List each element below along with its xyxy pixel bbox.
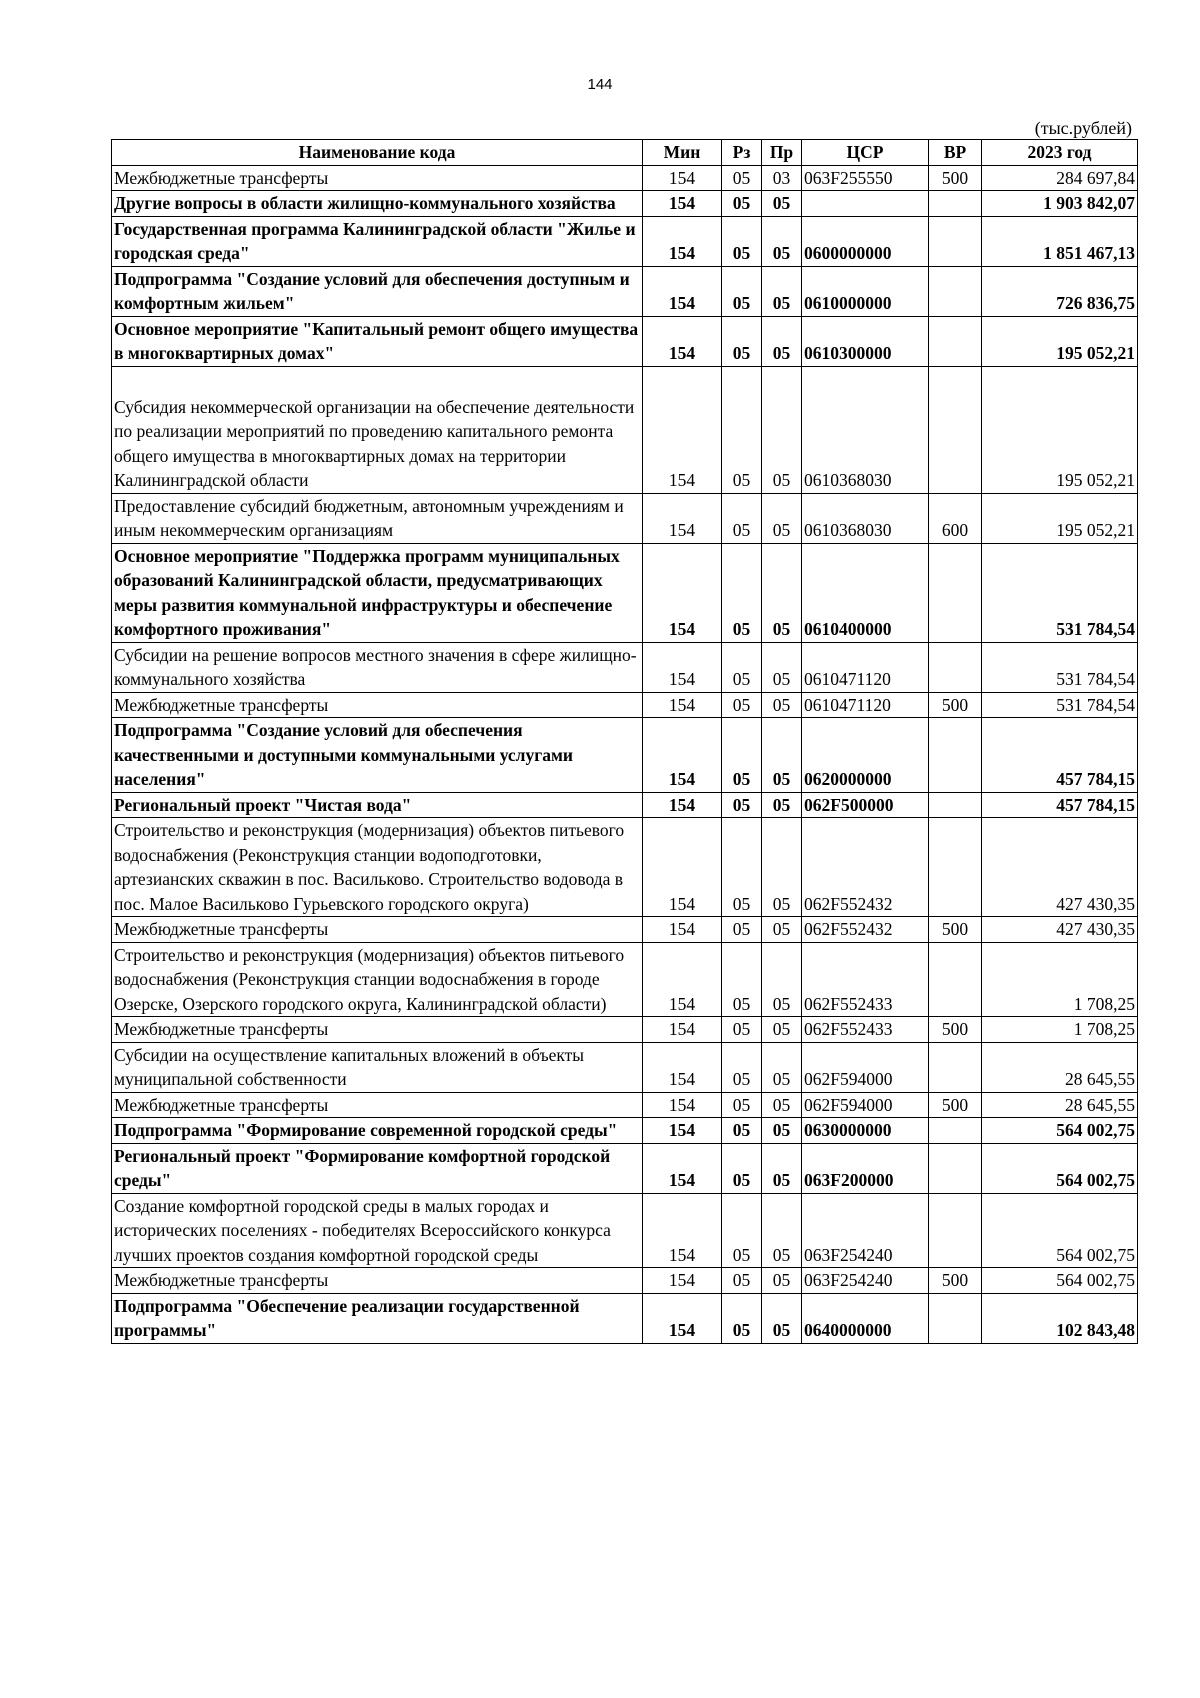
cell-min: 154 xyxy=(643,1193,722,1268)
cell-name: Строительство и реконструкция (модернизация) объектов питьевого водоснабжения (Реконструкция станции водоснабжения в городе Озерске, Озерского городского округа, Калининградской области) xyxy=(112,942,643,1017)
cell-rz: 05 xyxy=(722,266,762,316)
table-row xyxy=(112,191,1138,217)
table-row xyxy=(112,942,1138,1017)
cell-vr: 500 xyxy=(929,1268,982,1294)
cell-csr: 062F500000 xyxy=(802,792,929,818)
cell-rz: 05 xyxy=(722,792,762,818)
cell-sum: 284 697,84 xyxy=(982,165,1138,191)
cell-name: Подпрограмма "Создание условий для обеспечения качественными и доступными коммунальными услугами населения" xyxy=(112,718,643,793)
cell-csr: 062F552433 xyxy=(802,1017,929,1043)
cell-sum: 1 851 467,13 xyxy=(982,216,1138,266)
cell-pr: 05 xyxy=(762,266,802,316)
table-row xyxy=(112,1017,1138,1043)
cell-name: Основное мероприятие "Капитальный ремонт общего имущества в многоквартирных домах" xyxy=(112,316,643,366)
cell-name: Подпрограмма "Обеспечение реализации государственной программы" xyxy=(112,1293,643,1343)
cell-name: Региональный проект "Формирование комфортной городской среды" xyxy=(112,1143,643,1193)
cell-csr: 0610471120 xyxy=(802,642,929,692)
cell-rz: 05 xyxy=(722,1092,762,1118)
cell-min: 154 xyxy=(643,1017,722,1043)
table-row xyxy=(112,1118,1138,1144)
cell-rz: 05 xyxy=(722,692,762,718)
cell-rz: 05 xyxy=(722,1017,762,1043)
cell-name: Основное мероприятие "Поддержка программ муниципальных образований Калининградской области, предусматривающих меры развития коммунальной инфраструктуры и обеспечение комфортного проживания" xyxy=(112,543,643,642)
cell-min: 154 xyxy=(643,718,722,793)
cell-vr xyxy=(929,1293,982,1343)
table-row xyxy=(112,718,1138,793)
cell-rz: 05 xyxy=(722,1268,762,1294)
cell-vr xyxy=(929,818,982,917)
cell-rz: 05 xyxy=(722,1143,762,1193)
table-row xyxy=(112,1293,1138,1343)
cell-csr: 062F594000 xyxy=(802,1042,929,1092)
cell-sum: 28 645,55 xyxy=(982,1042,1138,1092)
cell-pr: 05 xyxy=(762,1193,802,1268)
cell-name: Предоставление субсидий бюджетным, автономным учреждениям и иным некоммерческим организациям xyxy=(112,493,643,543)
cell-rz: 05 xyxy=(722,642,762,692)
cell-pr: 05 xyxy=(762,692,802,718)
cell-min: 154 xyxy=(643,1092,722,1118)
cell-csr xyxy=(802,191,929,217)
cell-csr: 062F552432 xyxy=(802,818,929,917)
cell-sum: 1 708,25 xyxy=(982,942,1138,1017)
cell-pr: 05 xyxy=(762,718,802,793)
cell-rz: 05 xyxy=(722,1193,762,1268)
cell-min: 154 xyxy=(643,1118,722,1144)
cell-min: 154 xyxy=(643,1293,722,1343)
cell-vr xyxy=(929,1143,982,1193)
cell-name: Межбюджетные трансферты xyxy=(112,165,643,191)
cell-vr xyxy=(929,316,982,366)
cell-pr: 05 xyxy=(762,1118,802,1144)
table-body xyxy=(112,165,1138,1343)
cell-csr: 062F552432 xyxy=(802,917,929,943)
cell-csr: 062F594000 xyxy=(802,1092,929,1118)
table-row xyxy=(112,642,1138,692)
cell-sum: 427 430,35 xyxy=(982,917,1138,943)
cell-rz: 05 xyxy=(722,942,762,1017)
cell-sum: 427 430,35 xyxy=(982,818,1138,917)
cell-sum: 195 052,21 xyxy=(982,493,1138,543)
cell-vr xyxy=(929,191,982,217)
page-number: 144 xyxy=(587,76,613,93)
cell-sum: 457 784,15 xyxy=(982,792,1138,818)
table-row xyxy=(112,792,1138,818)
cell-pr: 05 xyxy=(762,543,802,642)
cell-min: 154 xyxy=(643,942,722,1017)
cell-csr: 063F254240 xyxy=(802,1268,929,1294)
cell-min: 154 xyxy=(643,818,722,917)
cell-name: Подпрограмма "Создание условий для обеспечения доступным и комфортным жильем" xyxy=(112,266,643,316)
cell-csr: 0610471120 xyxy=(802,692,929,718)
cell-sum: 531 784,54 xyxy=(982,692,1138,718)
cell-min: 154 xyxy=(643,366,722,493)
table-row xyxy=(112,917,1138,943)
cell-vr xyxy=(929,543,982,642)
cell-csr: 0600000000 xyxy=(802,216,929,266)
table-row xyxy=(112,818,1138,917)
cell-vr xyxy=(929,1042,982,1092)
cell-vr: 500 xyxy=(929,165,982,191)
table-row xyxy=(112,1092,1138,1118)
cell-csr: 0610300000 xyxy=(802,316,929,366)
cell-pr: 05 xyxy=(762,1293,802,1343)
cell-name: Межбюджетные трансферты xyxy=(112,917,643,943)
cell-sum: 564 002,75 xyxy=(982,1268,1138,1294)
cell-csr: 0610368030 xyxy=(802,493,929,543)
cell-csr: 0640000000 xyxy=(802,1293,929,1343)
cell-pr: 05 xyxy=(762,917,802,943)
header-vr: ВР xyxy=(929,140,982,166)
table-row xyxy=(112,316,1138,366)
table-row xyxy=(112,493,1138,543)
cell-pr: 05 xyxy=(762,316,802,366)
cell-vr: 600 xyxy=(929,493,982,543)
cell-pr: 05 xyxy=(762,942,802,1017)
cell-vr xyxy=(929,216,982,266)
cell-csr: 0610000000 xyxy=(802,266,929,316)
cell-sum: 195 052,21 xyxy=(982,366,1138,493)
cell-pr: 05 xyxy=(762,1042,802,1092)
cell-rz: 05 xyxy=(722,818,762,917)
cell-vr xyxy=(929,942,982,1017)
cell-csr: 0610400000 xyxy=(802,543,929,642)
cell-csr: 063F254240 xyxy=(802,1193,929,1268)
cell-min: 154 xyxy=(643,1143,722,1193)
cell-vr xyxy=(929,366,982,493)
header-rz: Рз xyxy=(722,140,762,166)
cell-vr: 500 xyxy=(929,1092,982,1118)
cell-rz: 05 xyxy=(722,718,762,793)
table-row xyxy=(112,1268,1138,1294)
cell-name: Создание комфортной городской среды в малых городах и исторических поселениях - победителях Всероссийского конкурса лучших проектов создания комфортной городской среды xyxy=(112,1193,643,1268)
cell-vr: 500 xyxy=(929,917,982,943)
cell-rz: 05 xyxy=(722,165,762,191)
cell-rz: 05 xyxy=(722,316,762,366)
table-row xyxy=(112,366,1138,493)
cell-min: 154 xyxy=(643,917,722,943)
table-row xyxy=(112,543,1138,642)
cell-rz: 05 xyxy=(722,191,762,217)
cell-name: Субсидии на осуществление капитальных вложений в объекты муниципальной собственности xyxy=(112,1042,643,1092)
cell-min: 154 xyxy=(643,316,722,366)
cell-vr xyxy=(929,642,982,692)
table-row xyxy=(112,216,1138,266)
cell-rz: 05 xyxy=(722,1293,762,1343)
cell-pr: 05 xyxy=(762,1268,802,1294)
cell-csr: 063F255550 xyxy=(802,165,929,191)
table-row xyxy=(112,692,1138,718)
cell-name: Межбюджетные трансферты xyxy=(112,1092,643,1118)
cell-sum: 102 843,48 xyxy=(982,1293,1138,1343)
cell-sum: 531 784,54 xyxy=(982,642,1138,692)
table-row xyxy=(112,1143,1138,1193)
cell-vr xyxy=(929,1118,982,1144)
cell-pr: 05 xyxy=(762,1143,802,1193)
cell-vr: 500 xyxy=(929,692,982,718)
cell-name: Межбюджетные трансферты xyxy=(112,692,643,718)
cell-pr: 05 xyxy=(762,191,802,217)
cell-sum: 564 002,75 xyxy=(982,1143,1138,1193)
cell-csr: 062F552433 xyxy=(802,942,929,1017)
cell-pr: 03 xyxy=(762,165,802,191)
cell-pr: 05 xyxy=(762,1017,802,1043)
cell-vr xyxy=(929,792,982,818)
cell-sum: 195 052,21 xyxy=(982,316,1138,366)
cell-sum: 457 784,15 xyxy=(982,718,1138,793)
cell-name: Государственная программа Калининградской области "Жилье и городская среда" xyxy=(112,216,643,266)
budget-table xyxy=(111,139,1138,1344)
cell-pr: 05 xyxy=(762,216,802,266)
header-name: Наименование кода xyxy=(112,140,643,166)
cell-vr xyxy=(929,718,982,793)
cell-pr: 05 xyxy=(762,792,802,818)
cell-csr: 063F200000 xyxy=(802,1143,929,1193)
units-label: (тыс.рублей) xyxy=(1034,118,1132,138)
cell-rz: 05 xyxy=(722,1042,762,1092)
cell-sum: 564 002,75 xyxy=(982,1193,1138,1268)
header-pr: Пр xyxy=(762,140,802,166)
cell-csr: 0630000000 xyxy=(802,1118,929,1144)
cell-pr: 05 xyxy=(762,818,802,917)
cell-rz: 05 xyxy=(722,917,762,943)
cell-sum: 531 784,54 xyxy=(982,543,1138,642)
cell-min: 154 xyxy=(643,1042,722,1092)
cell-name: Строительство и реконструкция (модернизация) объектов питьевого водоснабжения (Реконструкция станции водоподготовки, артезианских скважин в пос. Васильково. Строительство водовода в пос. Малое Васильково Гурьевского городского округа) xyxy=(112,818,643,917)
cell-vr: 500 xyxy=(929,1017,982,1043)
header-sum: 2023 год xyxy=(982,140,1138,166)
cell-name: Подпрограмма "Формирование современной городской среды" xyxy=(112,1118,643,1144)
cell-name: Межбюджетные трансферты xyxy=(112,1017,643,1043)
cell-pr: 05 xyxy=(762,642,802,692)
table-row xyxy=(112,165,1138,191)
cell-rz: 05 xyxy=(722,543,762,642)
cell-csr: 0620000000 xyxy=(802,718,929,793)
cell-name: Другие вопросы в области жилищно-коммунального хозяйства xyxy=(112,191,643,217)
cell-vr xyxy=(929,266,982,316)
cell-sum: 564 002,75 xyxy=(982,1118,1138,1144)
cell-sum: 1 708,25 xyxy=(982,1017,1138,1043)
cell-min: 154 xyxy=(643,493,722,543)
cell-sum: 28 645,55 xyxy=(982,1092,1138,1118)
cell-min: 154 xyxy=(643,642,722,692)
cell-min: 154 xyxy=(643,1268,722,1294)
cell-pr: 05 xyxy=(762,493,802,543)
cell-rz: 05 xyxy=(722,493,762,543)
cell-pr: 05 xyxy=(762,366,802,493)
cell-min: 154 xyxy=(643,792,722,818)
cell-min: 154 xyxy=(643,191,722,217)
cell-name: Субсидия некоммерческой организации на обеспечение деятельности по реализации мероприятий по проведению капитального ремонта общего имущества в многоквартирных домах на территории Калининградской области xyxy=(112,366,643,493)
cell-pr: 05 xyxy=(762,1092,802,1118)
cell-min: 154 xyxy=(643,692,722,718)
cell-name: Межбюджетные трансферты xyxy=(112,1268,643,1294)
cell-sum: 726 836,75 xyxy=(982,266,1138,316)
cell-name: Субсидии на решение вопросов местного значения в сфере жилищно-коммунального хозяйства xyxy=(112,642,643,692)
cell-csr: 0610368030 xyxy=(802,366,929,493)
cell-min: 154 xyxy=(643,266,722,316)
cell-min: 154 xyxy=(643,216,722,266)
header-min: Мин xyxy=(643,140,722,166)
cell-min: 154 xyxy=(643,165,722,191)
cell-rz: 05 xyxy=(722,1118,762,1144)
cell-min: 154 xyxy=(643,543,722,642)
table-row xyxy=(112,266,1138,316)
table-row xyxy=(112,1042,1138,1092)
cell-vr xyxy=(929,1193,982,1268)
cell-rz: 05 xyxy=(722,366,762,493)
header-csr: ЦСР xyxy=(802,140,929,166)
table-header-row xyxy=(112,140,1138,166)
cell-rz: 05 xyxy=(722,216,762,266)
cell-name: Региональный проект "Чистая вода" xyxy=(112,792,643,818)
cell-sum: 1 903 842,07 xyxy=(982,191,1138,217)
table-row xyxy=(112,1193,1138,1268)
